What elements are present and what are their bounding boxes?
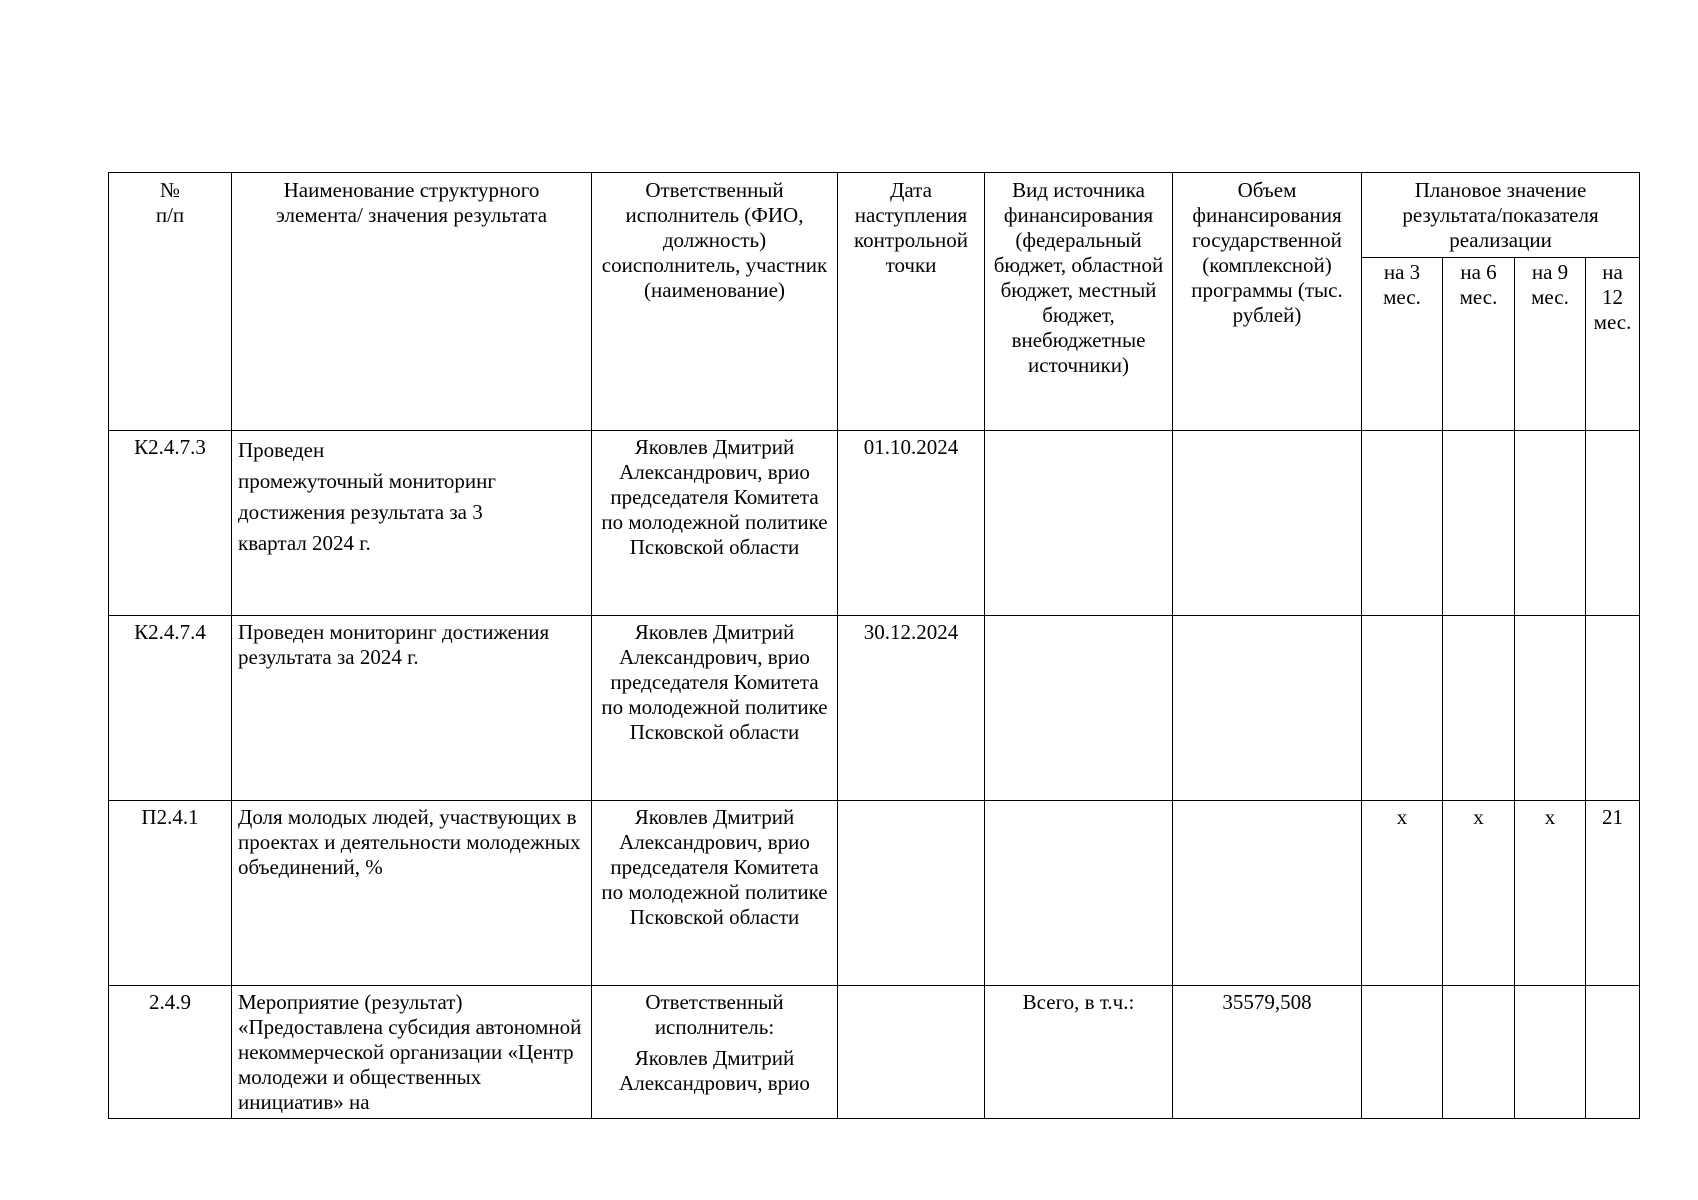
row-m3 (1362, 431, 1443, 616)
row-m6 (1443, 431, 1515, 616)
row-source (985, 801, 1173, 986)
row-m12: 21 (1586, 801, 1640, 986)
row-num: К2.4.7.4 (109, 616, 232, 801)
header-name: Наименование структурного элемента/ значения результата (232, 173, 592, 431)
header-executor: Ответственный исполнитель (ФИО, должность) соисполнитель, участник (наименование) (592, 173, 838, 431)
row-volume: 35579,508 (1173, 986, 1362, 1119)
header-row (109, 173, 1640, 258)
header-m3: на 3 мес. (1362, 258, 1443, 431)
row-source (985, 431, 1173, 616)
row-m12 (1586, 431, 1640, 616)
row-date (838, 801, 985, 986)
row-executor-label: Ответственный исполнитель: (645, 990, 784, 1039)
row-volume (1173, 616, 1362, 801)
header-m6: на 6 мес. (1443, 258, 1515, 431)
row-m6 (1443, 986, 1515, 1119)
header-num: № п/п (109, 173, 232, 431)
row-num: П2.4.1 (109, 801, 232, 986)
row-name-text: Мероприятие (результат) «Предоставлена субсидия автономной некоммерческой организации «Центр молодежи и общественных инициатив» на (238, 990, 582, 1114)
row-m9 (1515, 431, 1586, 616)
row-m9 (1515, 986, 1586, 1119)
row-executor: Яковлев Дмитрий Александрович, врио председателя Комитета по молодежной политике Псковской области (592, 431, 838, 616)
row-m3: х (1362, 801, 1443, 986)
table-row (109, 431, 1640, 616)
header-m9: на 9 мес. (1515, 258, 1586, 431)
row-executor: Яковлев Дмитрий Александрович, врио председателя Комитета по молодежной политике Псковской области (592, 801, 838, 986)
row-m9 (1515, 616, 1586, 801)
row-m6 (1443, 616, 1515, 801)
program-table (108, 172, 1640, 1119)
table-row (109, 801, 1640, 986)
table-row (109, 986, 1640, 1119)
row-executor-text: Яковлев Дмитрий Александрович, врио (619, 1046, 810, 1095)
row-name: Проведен промежуточный мониторинг достижения результата за 3 квартал 2024 г. (232, 431, 592, 616)
header-date: Дата наступления контрольной точки (838, 173, 985, 431)
table-row (109, 616, 1640, 801)
header-volume: Объем финансирования государственной (комплексной) программы (тыс. рублей) (1173, 173, 1362, 431)
row-m3 (1362, 986, 1443, 1119)
row-date: 01.10.2024 (838, 431, 985, 616)
row-source: Всего, в т.ч.: (985, 986, 1173, 1119)
row-executor-clip (598, 990, 831, 1114)
header-plan: Плановое значение результата/показателя реализации (1362, 173, 1640, 258)
header-m12: на 12 мес. (1586, 258, 1640, 431)
row-m3 (1362, 616, 1443, 801)
row-num: 2.4.9 (109, 986, 232, 1119)
row-m12 (1586, 616, 1640, 801)
row-m12 (1586, 986, 1640, 1119)
header-source: Вид источника финансирования (федеральный бюджет, областной бюджет, местный бюджет, внебюджетные источники) (985, 173, 1173, 431)
row-name (232, 986, 592, 1119)
row-volume (1173, 431, 1362, 616)
row-executor (592, 986, 838, 1119)
row-source (985, 616, 1173, 801)
row-date: 30.12.2024 (838, 616, 985, 801)
row-name: Проведен мониторинг достижения результата за 2024 г. (232, 616, 592, 801)
row-num: К2.4.7.3 (109, 431, 232, 616)
row-volume (1173, 801, 1362, 986)
row-m9: х (1515, 801, 1586, 986)
row-date (838, 986, 985, 1119)
row-name: Доля молодых людей, участвующих в проектах и деятельности молодежных объединений, % (232, 801, 592, 986)
row-m6: х (1443, 801, 1515, 986)
row-executor: Яковлев Дмитрий Александрович, врио председателя Комитета по молодежной политике Псковской области (592, 616, 838, 801)
